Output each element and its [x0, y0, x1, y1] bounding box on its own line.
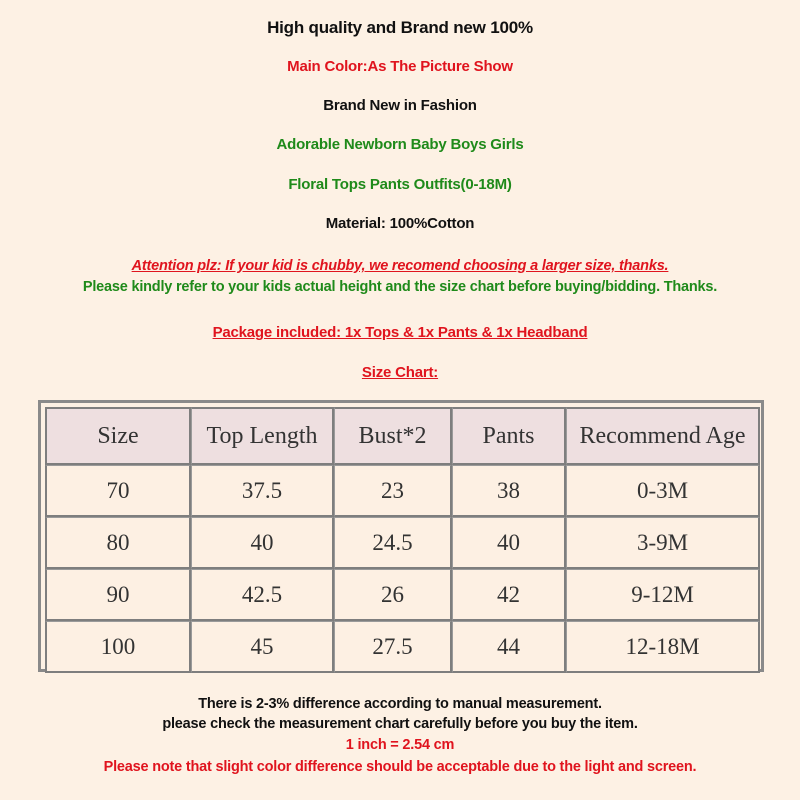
table-cell: 26	[334, 569, 452, 621]
size-table	[45, 407, 760, 673]
table-row	[45, 569, 760, 621]
size-reference-notice: Please kindly refer to your kids actual height and the size chart before buying/bidding. Thanks.	[82, 279, 718, 295]
column-header-pants: Pants	[452, 407, 566, 465]
size-chart	[38, 400, 764, 672]
table-cell: 40	[452, 517, 566, 569]
table-cell: 37.5	[191, 465, 334, 517]
column-header-bust: Bust*2	[334, 407, 452, 465]
column-header-top-length: Top Length	[191, 407, 334, 465]
table-cell: 80	[45, 517, 191, 569]
column-header-size: Size	[45, 407, 191, 465]
table-header-row	[45, 407, 760, 465]
table-cell: 40	[191, 517, 334, 569]
check-chart-note: please check the measurement chart carefully before you buy the item.	[162, 716, 638, 732]
measurement-difference-note: There is 2-3% difference according to manual measurement.	[198, 696, 602, 712]
color-difference-note: Please note that slight color difference should be acceptable due to the light and screen.	[103, 759, 697, 775]
table-cell: 0-3M	[566, 465, 760, 517]
package-included: Package included: 1x Tops & 1x Pants & 1x Headband	[212, 324, 588, 341]
table-cell: 24.5	[334, 517, 452, 569]
table-cell: 27.5	[334, 621, 452, 673]
table-cell: 90	[45, 569, 191, 621]
table-cell: 45	[191, 621, 334, 673]
table-cell: 9-12M	[566, 569, 760, 621]
column-header-recommend-age: Recommend Age	[566, 407, 760, 465]
table-cell: 44	[452, 621, 566, 673]
table-row	[45, 517, 760, 569]
main-color-line: Main Color:As The Picture Show	[287, 58, 513, 75]
product-title-line2: Floral Tops Pants Outfits(0-18M)	[288, 176, 512, 193]
table-cell: 70	[45, 465, 191, 517]
table-cell: 12-18M	[566, 621, 760, 673]
table-cell: 38	[452, 465, 566, 517]
attention-notice: Attention plz: If your kid is chubby, we recomend choosing a larger size, thanks.	[131, 258, 669, 274]
table-cell: 42.5	[191, 569, 334, 621]
inch-conversion-note: 1 inch = 2.54 cm	[345, 737, 455, 753]
table-cell: 23	[334, 465, 452, 517]
product-title-line1: Adorable Newborn Baby Boys Girls	[276, 136, 524, 153]
table-row	[45, 465, 760, 517]
table-cell: 100	[45, 621, 191, 673]
brand-new-line: Brand New in Fashion	[323, 97, 477, 114]
table-cell: 3-9M	[566, 517, 760, 569]
headline-quality: High quality and Brand new 100%	[267, 18, 533, 37]
size-chart-title: Size Chart:	[361, 364, 439, 381]
table-row	[45, 621, 760, 673]
material-line: Material: 100%Cotton	[325, 215, 475, 232]
table-cell: 42	[452, 569, 566, 621]
